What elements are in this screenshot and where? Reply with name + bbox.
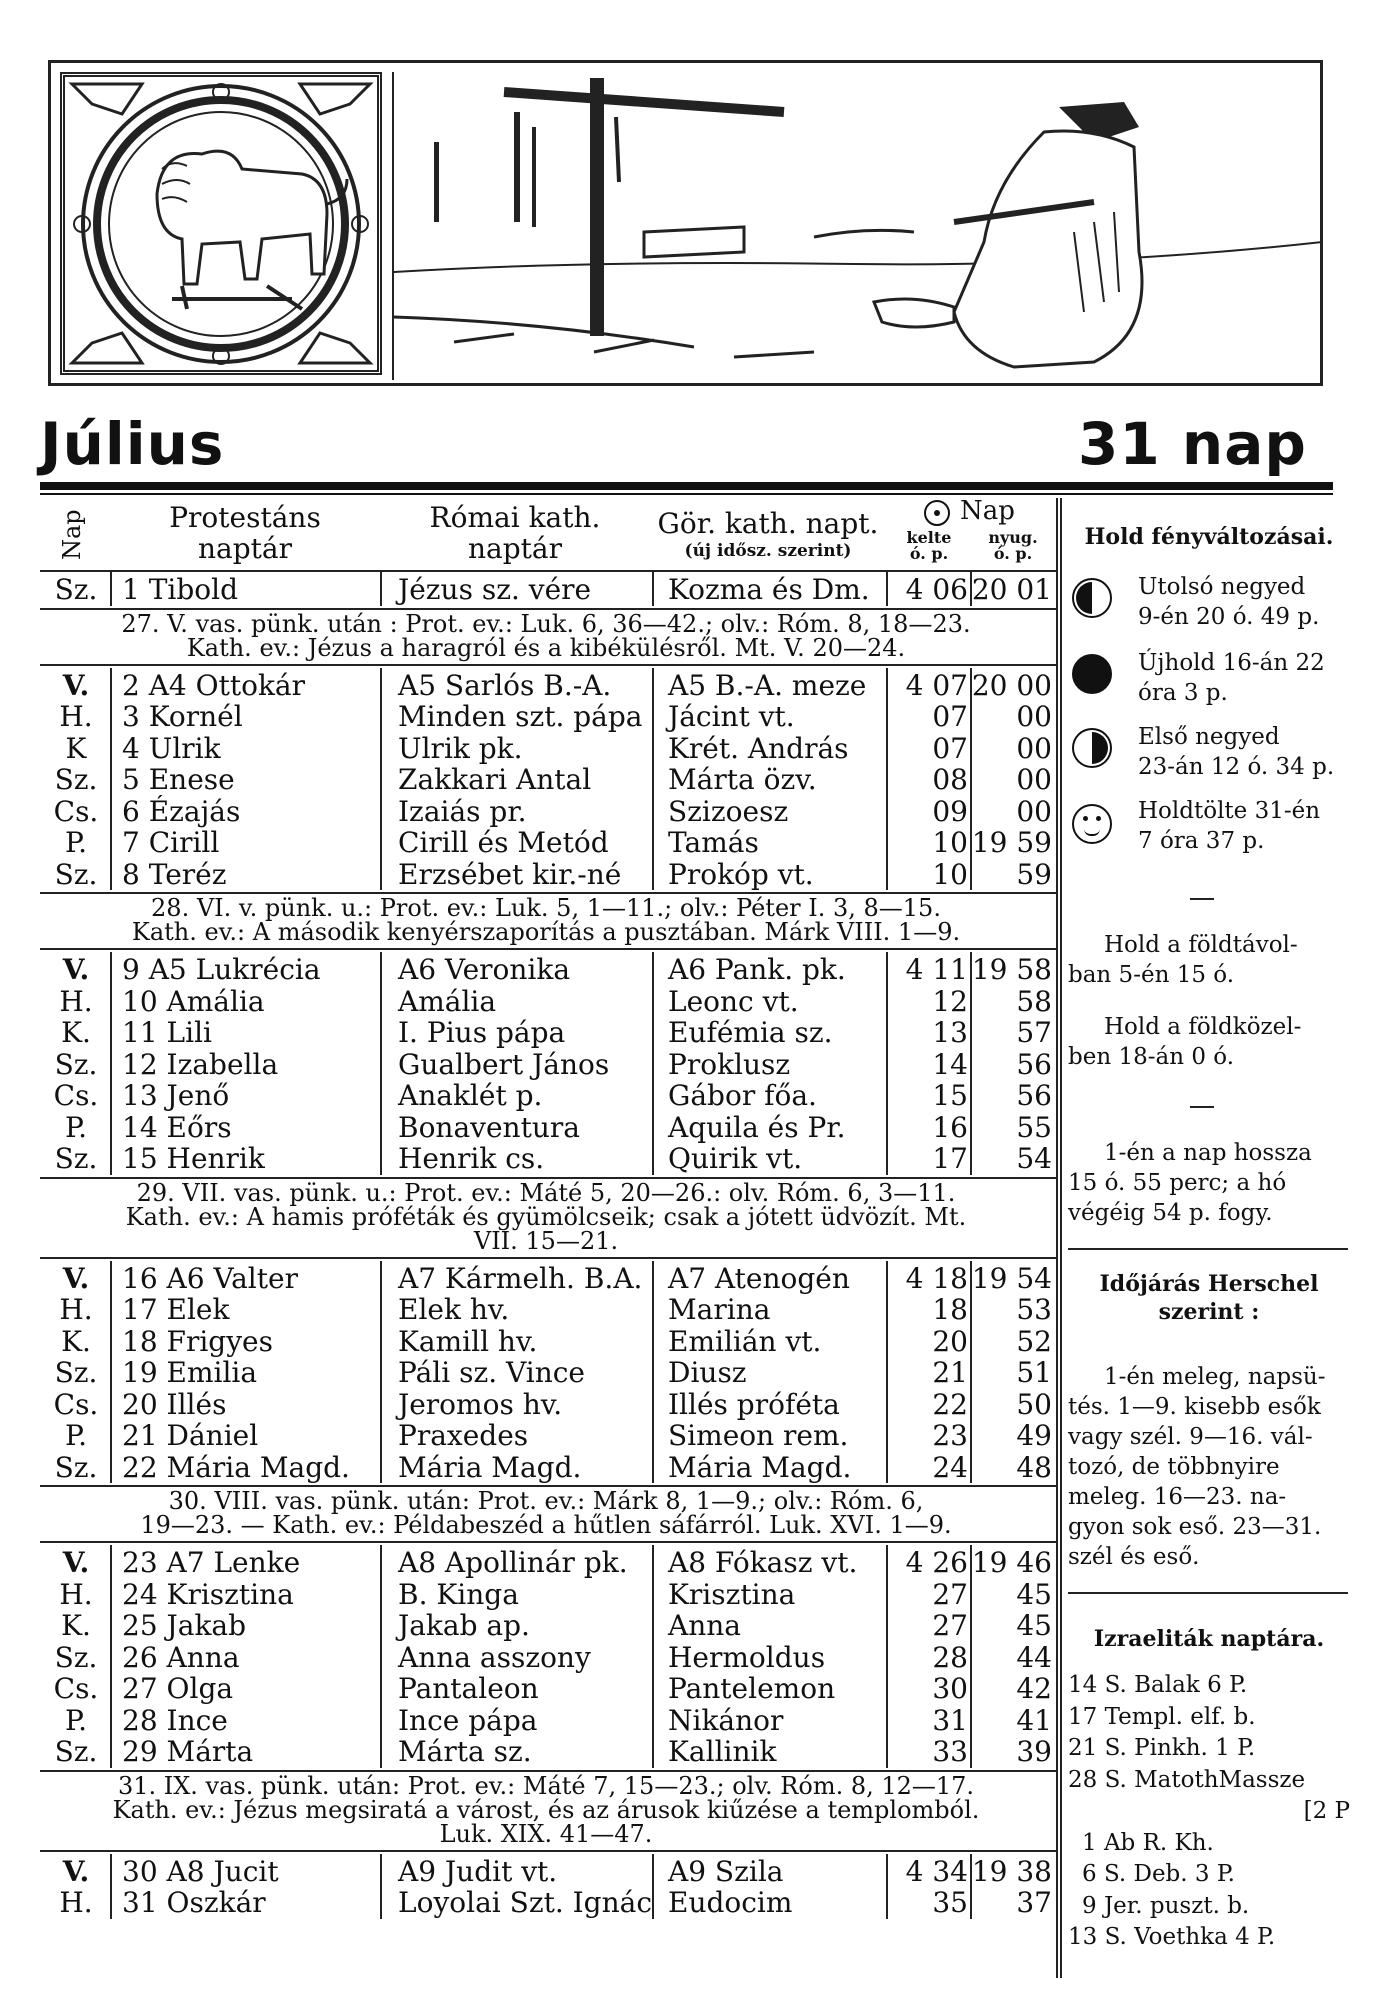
row-catholic-name: Erzsébet kir.-né	[398, 857, 622, 891]
week-reading-note: 27. V. vas. pünk. után : Prot. ev.: Luk. 6, 36—42.; olv.: Róm. 8, 18—23.	[121, 609, 971, 638]
row-sunset: 00	[1016, 731, 1052, 765]
row-sunset: 20 01	[971, 573, 1052, 606]
column-rule	[886, 1261, 888, 1484]
row-sunset: 50	[1016, 1387, 1052, 1421]
week-reading-note: 29. VII. vas. pünk. u.: Prot. ev.: Máté 5, 20—26.: olv. Róm. 6, 3—11.	[136, 1178, 956, 1207]
row-sunset: 57	[1016, 1016, 1052, 1049]
row-catholic-name: Pantaleon	[398, 1672, 539, 1705]
week-reading-note: 31. IX. vas. pünk. után: Prot. ev.: Máté 7, 15—23.; olv. Róm. 8, 12—17.	[117, 1771, 975, 1800]
row-day-of-week: Sz.	[54, 573, 98, 606]
row-sunrise: 4 18	[905, 1261, 968, 1295]
row-sunrise: 23	[932, 1419, 968, 1452]
row-protestant-name: 31 Oszkár	[122, 1886, 266, 1919]
column-rule	[380, 668, 382, 891]
row-sunset: 19 59	[971, 826, 1052, 859]
row-catholic-name: B. Kinga	[398, 1577, 519, 1611]
weather-forecast	[1068, 1362, 1350, 1572]
row-sunrise: 28	[932, 1640, 968, 1674]
column-rule	[110, 668, 112, 891]
row-catholic-name: Gualbert János	[398, 1047, 610, 1081]
row-protestant-name: 1 Tibold	[122, 573, 239, 606]
row-catholic-name: A5 Sarlós B.-A.	[398, 668, 612, 702]
column-rule	[970, 952, 972, 1175]
jewish-calendar-list	[1068, 1670, 1350, 1954]
row-sunset: 19 38	[971, 1854, 1052, 1888]
week-reading-note: Kath. ev.: Jézus a haragról és a kibékülésről. Mt. V. 20—24.	[186, 633, 906, 662]
shepherd-scene-illustration	[392, 72, 1320, 380]
row-catholic-name: Bonaventura	[398, 1110, 580, 1144]
column-rule	[886, 668, 888, 891]
row-greek-name: Marina	[668, 1293, 771, 1326]
row-sunset: 45	[1016, 1609, 1052, 1642]
row-greek-name: Anna	[668, 1609, 741, 1642]
col-romai-header: Római kath. naptár	[429, 501, 601, 565]
row-catholic-name: Anna asszony	[398, 1640, 591, 1674]
row-protestant-name: 12 Izabella	[122, 1047, 279, 1081]
row-day-of-week: Sz.	[54, 1356, 98, 1389]
row-catholic-name: Kamill hv.	[398, 1324, 538, 1358]
row-sunrise: 4 07	[905, 668, 968, 702]
moon-apogee: Hold a földtávol- ban 5-én 15 ó.	[1068, 932, 1298, 988]
row-catholic-name: A6 Veronika	[398, 953, 571, 986]
row-catholic-name: Ince pápa	[398, 1703, 538, 1737]
week-reading-note: Kath. ev.: A második kenyérszaporítás a pusztában. Márk VIII. 1—9.	[131, 918, 961, 946]
weather-title: Időjárás Herschel szerint :	[1099, 1271, 1319, 1325]
row-sunrise: 22	[932, 1387, 968, 1421]
sidebar-divider-2	[1060, 498, 1062, 1978]
column-rule	[380, 1545, 382, 1768]
row-greek-name: Márta özv.	[668, 763, 817, 796]
row-greek-name: Leonc vt.	[668, 984, 799, 1018]
column-rule	[380, 1261, 382, 1484]
row-day-of-week: V.	[62, 1261, 90, 1295]
row-day-of-week: Cs.	[53, 1079, 99, 1112]
weather-line: gyon sok eső. 23—31.	[1068, 1514, 1322, 1540]
row-sunset: 48	[1016, 1450, 1052, 1484]
row-day-of-week: H.	[59, 700, 93, 733]
row-protestant-name: 24 Krisztina	[122, 1577, 294, 1611]
row-sunrise: 20	[932, 1324, 968, 1358]
jewish-calendar-item: 6 S. Deb. 3 P.	[1082, 1861, 1235, 1887]
row-sunset: 44	[1016, 1640, 1052, 1674]
row-catholic-name: Jézus sz. vére	[398, 573, 592, 606]
row-protestant-name: 10 Amália	[122, 984, 265, 1018]
row-sunrise: 27	[932, 1577, 968, 1611]
sidebar-separator	[1190, 898, 1214, 900]
row-sunset: 53	[1016, 1293, 1052, 1326]
phase-new-moon: Újhold 16-án 22 óra 3 p.	[1138, 650, 1325, 706]
row-protestant-name: 2 A4 Ottokár	[122, 668, 306, 702]
weather-line: szél és eső.	[1068, 1544, 1200, 1570]
row-sunrise: 07	[932, 731, 968, 765]
row-sunrise: 10	[932, 826, 968, 859]
row-day-of-week: K.	[61, 1016, 91, 1049]
full-moon-icon	[1072, 804, 1112, 844]
row-sunrise: 12	[932, 984, 968, 1018]
row-catholic-name: Márta sz.	[398, 1735, 532, 1768]
row-protestant-name: 29 Márta	[122, 1735, 254, 1768]
row-catholic-name: A8 Apollinár pk.	[398, 1546, 628, 1579]
row-sunset: 00	[1016, 700, 1052, 733]
week-reading-note: Kath. ev.: Jézus megsiratá a várost, és az árusok kiűzése a templomból.	[112, 1795, 980, 1824]
jewish-calendar-item: 1 Ab R. Kh.	[1082, 1829, 1214, 1856]
row-catholic-name: A9 Judit vt.	[398, 1854, 558, 1888]
row-day-of-week: Cs.	[53, 1672, 99, 1705]
row-sunrise: 31	[932, 1703, 968, 1737]
moon-perigee: Hold a földközel- ben 18-án 0 ó.	[1068, 1014, 1302, 1070]
weather-line: meleg. 16—23. na-	[1068, 1484, 1287, 1510]
column-rule	[970, 1854, 972, 1919]
row-greek-name: Kallinik	[668, 1735, 777, 1768]
jewish-calendar-item: 13 S. Voethka 4 P.	[1068, 1924, 1276, 1950]
row-protestant-name: 9 A5 Lukrécia	[122, 953, 321, 986]
column-rule	[652, 952, 654, 1175]
phase-last-quarter: Utolsó negyed 9-én 20 ó. 49 p.	[1138, 574, 1320, 630]
row-sunset: 00	[1016, 763, 1052, 796]
sun-header: Nap kelte ó. p. nyug. ó. p.	[906, 496, 1038, 563]
week-reading-note: VII. 15—21.	[473, 1226, 619, 1255]
row-catholic-name: Ulrik pk.	[398, 731, 523, 765]
row-protestant-name: 22 Mária Magd.	[122, 1450, 350, 1484]
column-rule	[110, 952, 112, 1175]
row-day-of-week: Sz.	[54, 1640, 98, 1674]
row-sunrise: 15	[932, 1079, 968, 1112]
first-quarter-moon-icon	[1072, 728, 1112, 768]
row-sunrise: 07	[932, 700, 968, 733]
column-rule	[380, 1854, 382, 1919]
row-sunset: 37	[1016, 1886, 1052, 1919]
lion-emblem-icon	[60, 72, 382, 375]
row-day-of-week: Cs.	[53, 794, 99, 828]
row-day-of-week: Sz.	[54, 1450, 98, 1484]
row-protestant-name: 26 Anna	[122, 1640, 240, 1674]
row-catholic-name: Páli sz. Vince	[398, 1356, 585, 1389]
week-rule	[40, 1257, 1056, 1259]
row-protestant-name: 25 Jakab	[122, 1609, 247, 1642]
row-catholic-name: Jakab ap.	[398, 1609, 530, 1642]
sidebar-divider	[1056, 498, 1058, 1978]
column-rule	[110, 1545, 112, 1768]
row-sunset: 51	[1016, 1356, 1052, 1389]
last-quarter-moon-icon	[1072, 578, 1112, 618]
row-sunrise: 4 06	[905, 573, 968, 606]
row-greek-name: Emilián vt.	[668, 1324, 822, 1358]
row-greek-name: Gábor főa.	[668, 1079, 817, 1112]
row-sunrise: 30	[932, 1672, 968, 1705]
row-greek-name: Prokóp vt.	[668, 857, 814, 891]
week-rule	[40, 948, 1056, 950]
row-catholic-name: Loyolai Szt. Ignác	[398, 1886, 653, 1919]
row-day-of-week: H.	[59, 1577, 93, 1611]
jewish-calendar-item: 21 S. Pinkh. 1 P.	[1068, 1735, 1256, 1761]
row-day-of-week: P.	[64, 1110, 88, 1144]
row-protestant-name: 17 Elek	[122, 1293, 230, 1326]
column-rule	[652, 1545, 654, 1768]
row-sunrise: 4 11	[905, 953, 968, 986]
row-sunset: 56	[1016, 1047, 1052, 1081]
row-sunrise: 16	[932, 1110, 968, 1144]
row-catholic-name: Praxedes	[398, 1419, 529, 1452]
weather-line: tozó, de többnyire	[1068, 1454, 1280, 1480]
row-catholic-name: Minden szt. pápa	[398, 700, 643, 733]
row-sunrise: 27	[932, 1609, 968, 1642]
week-reading-note: 19—23. — Kath. ev.: Példabeszéd a hűtlen sáfárról. Luk. XVI. 1—9.	[140, 1511, 952, 1539]
row-greek-name: Eudocim	[668, 1886, 793, 1919]
row-catholic-name: Zakkari Antal	[398, 763, 592, 796]
row-day-of-week: P.	[64, 1703, 88, 1737]
sun-icon	[924, 500, 950, 526]
row-day-of-week: Cs.	[53, 1387, 99, 1421]
col-gor-header: Gör. kath. napt. (új idősz. szerint)	[657, 507, 879, 561]
row-greek-name: Illés próféta	[668, 1387, 840, 1421]
jewish-calendar-title: Izraeliták naptára.	[1093, 1626, 1325, 1652]
row-day-of-week: V.	[62, 953, 90, 986]
row-greek-name: Krét. András	[668, 731, 849, 765]
row-day-of-week: H.	[59, 1293, 93, 1326]
row-protestant-name: 30 A8 Jucit	[122, 1854, 279, 1888]
row-sunrise: 35	[932, 1886, 968, 1919]
sidebar-rule	[1068, 1592, 1348, 1594]
row-day-of-week: H.	[59, 1886, 93, 1919]
title-rule	[40, 482, 1333, 490]
week-reading-note: 28. VI. v. pünk. u.: Prot. ev.: Luk. 5, 1—11.; olv.: Péter I. 3, 8—15.	[151, 894, 941, 922]
week-reading-note: 30. VIII. vas. pünk. után: Prot. ev.: Márk 8, 1—9.; olv.: Róm. 6,	[168, 1487, 924, 1515]
column-rule	[380, 952, 382, 1175]
row-sunrise: 17	[932, 1142, 968, 1175]
row-catholic-name: Cirill és Metód	[398, 826, 609, 859]
row-day-of-week: V.	[62, 1854, 90, 1888]
row-sunset: 58	[1016, 984, 1052, 1018]
row-protestant-name: 8 Teréz	[122, 857, 227, 891]
sidebar-separator	[1190, 1106, 1214, 1108]
row-sunset: 39	[1016, 1735, 1052, 1768]
moon-phases-title: Hold fényváltozásai.	[1084, 524, 1334, 550]
row-sunset: 19 54	[971, 1261, 1052, 1295]
row-sunrise: 4 34	[905, 1854, 968, 1888]
column-rule	[886, 952, 888, 1175]
jewish-calendar-item: 17 Templ. elf. b.	[1068, 1703, 1256, 1730]
column-rule	[110, 1261, 112, 1484]
column-rule	[886, 1854, 888, 1919]
row-day-of-week: P.	[64, 826, 88, 859]
month-title: Július	[40, 410, 225, 478]
col-protestans-header: Protestáns naptár	[169, 501, 321, 565]
row-sunrise: 4 26	[905, 1546, 968, 1579]
column-rule	[970, 1545, 972, 1768]
jewish-calendar-item: 28 S. MatothMassze	[1068, 1766, 1306, 1793]
phase-full-moon: Holdtölte 31-én 7 óra 37 p.	[1138, 798, 1321, 854]
row-day-of-week: K.	[61, 1324, 91, 1358]
row-catholic-name: A7 Kármelh. B.A.	[398, 1261, 643, 1295]
row-catholic-name: Izaiás pr.	[398, 794, 527, 828]
row-greek-name: Proklusz	[668, 1047, 791, 1081]
row-protestant-name: 19 Emilia	[122, 1356, 258, 1389]
row-catholic-name: I. Pius pápa	[398, 1016, 566, 1049]
weather-line: vagy szél. 9—16. vál-	[1068, 1424, 1313, 1450]
row-greek-name: A7 Atenogén	[668, 1261, 850, 1295]
header-rule	[40, 570, 1056, 572]
row-sunset: 52	[1016, 1324, 1052, 1358]
week-rule	[40, 664, 1056, 666]
row-sunset: 20 00	[971, 668, 1052, 702]
column-rule	[652, 572, 654, 606]
column-rule	[970, 1261, 972, 1484]
new-moon-icon	[1072, 654, 1112, 694]
row-catholic-name: Elek hv.	[398, 1293, 510, 1326]
column-rule	[652, 1854, 654, 1919]
row-protestant-name: 20 Illés	[122, 1387, 227, 1421]
row-protestant-name: 15 Henrik	[122, 1142, 265, 1175]
row-greek-name: A9 Szila	[668, 1854, 784, 1888]
row-protestant-name: 11 Lili	[122, 1016, 212, 1049]
row-day-of-week: Sz.	[54, 1047, 98, 1081]
row-protestant-name: 7 Cirill	[122, 826, 220, 859]
title-rule-thin	[40, 493, 1333, 495]
sidebar-rule	[1068, 1248, 1348, 1250]
row-day-of-week: V.	[62, 668, 90, 702]
row-greek-name: A8 Fókasz vt.	[668, 1546, 858, 1579]
row-sunset: 19 58	[971, 953, 1052, 986]
row-greek-name: Mária Magd.	[668, 1450, 852, 1484]
row-greek-name: Diusz	[668, 1356, 747, 1389]
column-rule	[970, 668, 972, 891]
row-protestant-name: 4 Ulrik	[122, 731, 221, 765]
row-day-of-week: Sz.	[54, 857, 98, 891]
jewish-calendar-item: 14 S. Balak 6 P.	[1068, 1672, 1248, 1698]
row-sunset: 42	[1016, 1672, 1052, 1705]
column-rule	[652, 1261, 654, 1484]
week-reading-note: Kath. ev.: A hamis próféták és gyümölcseik; csak a jótett üdvözít. Mt.	[125, 1202, 967, 1231]
row-day-of-week: Sz.	[54, 1735, 98, 1768]
row-catholic-name: Jeromos hv.	[398, 1387, 563, 1421]
row-greek-name: Kozma és Dm.	[668, 573, 870, 606]
row-sunrise: 33	[932, 1735, 968, 1768]
row-greek-name: Simeon rem.	[668, 1419, 849, 1452]
row-greek-name: Hermoldus	[668, 1640, 826, 1674]
row-sunset: 54	[1016, 1142, 1052, 1175]
row-sunset: 55	[1016, 1110, 1052, 1144]
row-greek-name: A6 Pank. pk.	[668, 953, 846, 986]
row-protestant-name: 16 A6 Valter	[122, 1261, 298, 1295]
row-greek-name: Jácint vt.	[668, 700, 795, 733]
phase-first-quarter: Első negyed 23-án 12 ó. 34 p.	[1138, 724, 1335, 780]
row-day-of-week: P.	[64, 1419, 88, 1452]
row-greek-name: Nikánor	[668, 1703, 784, 1737]
column-rule	[380, 572, 382, 606]
row-protestant-name: 6 Ézajás	[122, 794, 241, 828]
jewish-calendar-item: [2 P	[1303, 1798, 1350, 1824]
row-sunrise: 09	[932, 794, 968, 828]
row-protestant-name: 18 Frigyes	[122, 1324, 273, 1358]
column-rule	[652, 668, 654, 891]
row-sunset: 49	[1016, 1419, 1052, 1452]
row-greek-name: A5 B.-A. meze	[668, 668, 867, 702]
column-rule	[110, 1854, 112, 1919]
row-greek-name: Szizoesz	[668, 794, 789, 828]
column-rule	[886, 1545, 888, 1768]
column-rule	[970, 572, 972, 606]
row-day-of-week: V.	[62, 1546, 90, 1579]
row-protestant-name: 27 Olga	[122, 1672, 234, 1705]
row-catholic-name: Anaklét p.	[398, 1079, 543, 1112]
row-protestant-name: 3 Kornél	[122, 700, 243, 733]
row-day-of-week: Sz.	[54, 763, 98, 796]
row-day-of-week: K	[65, 731, 87, 765]
day-length-note: 1-én a nap hossza 15 ó. 55 perc; a hó végéig 54 p. fogy.	[1068, 1140, 1312, 1226]
row-greek-name: Tamás	[668, 826, 759, 859]
row-protestant-name: 13 Jenő	[122, 1079, 230, 1112]
col-nap-header: Nap	[58, 509, 86, 560]
row-sunset: 19 46	[971, 1546, 1052, 1579]
row-sunrise: 18	[932, 1293, 968, 1326]
row-sunrise: 24	[932, 1450, 968, 1484]
row-day-of-week: H.	[59, 984, 93, 1018]
row-catholic-name: Henrik cs.	[398, 1142, 545, 1175]
row-day-of-week: K.	[61, 1609, 91, 1642]
row-sunrise: 21	[932, 1356, 968, 1389]
row-catholic-name: Amália	[398, 984, 497, 1018]
row-greek-name: Krisztina	[668, 1577, 796, 1611]
row-protestant-name: 21 Dániel	[122, 1419, 259, 1452]
days-count: 31 nap	[1078, 410, 1307, 478]
row-catholic-name: Mária Magd.	[398, 1450, 582, 1484]
row-day-of-week: Sz.	[54, 1142, 98, 1175]
column-rule	[886, 572, 888, 606]
row-protestant-name: 14 Eőrs	[122, 1110, 232, 1144]
row-sunset: 56	[1016, 1079, 1052, 1112]
weather-line: 1-én meleg, napsü-	[1104, 1364, 1326, 1390]
column-rule	[110, 572, 112, 606]
row-sunset: 41	[1016, 1703, 1052, 1737]
row-protestant-name: 5 Enese	[122, 763, 235, 796]
jewish-calendar-item: 9 Jer. puszt. b.	[1082, 1892, 1250, 1919]
row-greek-name: Aquila és Pr.	[668, 1110, 846, 1144]
week-rule	[40, 1541, 1056, 1543]
row-sunset: 00	[1016, 794, 1052, 828]
row-protestant-name: 28 Ince	[122, 1703, 228, 1737]
weather-line: tés. 1—9. kisebb esők	[1068, 1394, 1321, 1420]
row-sunset: 59	[1016, 857, 1052, 891]
row-sunrise: 14	[932, 1047, 968, 1081]
week-reading-note: Luk. XIX. 41—47.	[439, 1819, 653, 1848]
row-protestant-name: 23 A7 Lenke	[122, 1546, 301, 1579]
row-greek-name: Quirik vt.	[668, 1142, 803, 1175]
week-rule	[40, 1850, 1056, 1852]
row-sunset: 45	[1016, 1577, 1052, 1611]
row-greek-name: Eufémia sz.	[668, 1016, 833, 1049]
row-sunrise: 10	[932, 857, 968, 891]
row-greek-name: Pantelemon	[668, 1672, 836, 1705]
row-sunrise: 08	[932, 763, 968, 796]
row-sunrise: 13	[932, 1016, 968, 1049]
